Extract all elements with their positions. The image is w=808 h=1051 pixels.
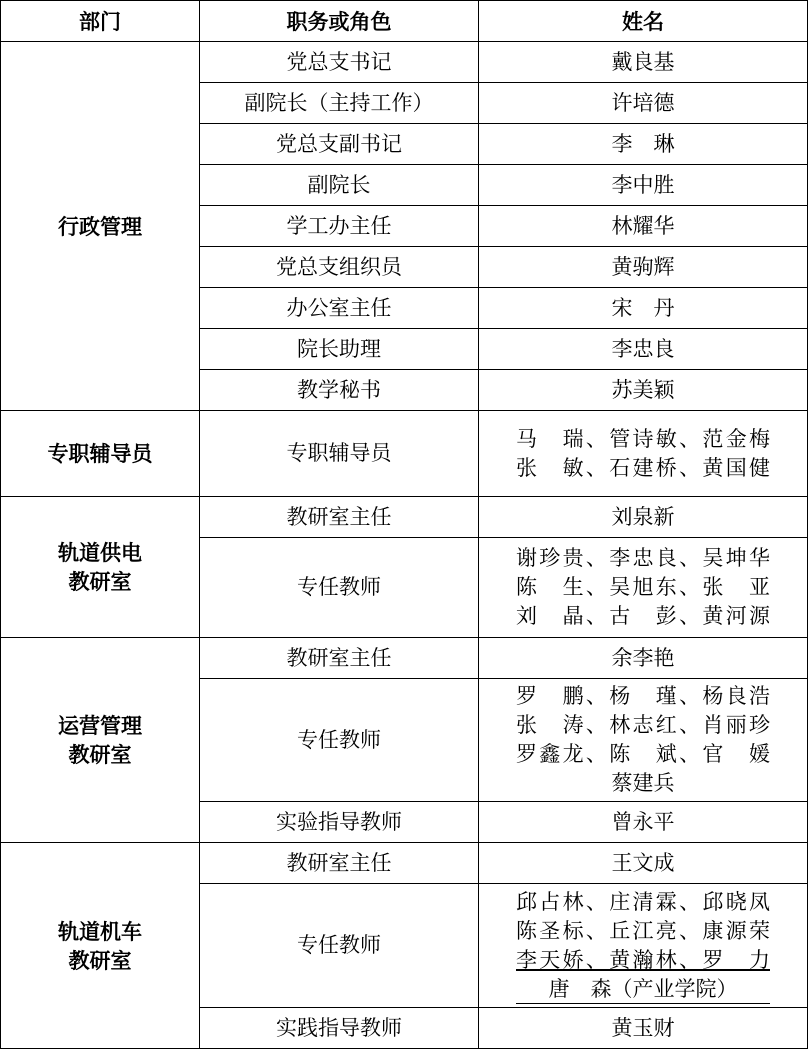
dept-line: 教研室	[68, 947, 132, 973]
table-row	[1, 411, 808, 497]
name-line: 唐 森（产业学院）	[516, 975, 770, 1004]
name-cell: 刘泉新	[479, 497, 808, 538]
role-cell: 专职辅导员	[200, 411, 479, 497]
dept-cell-admin: 行政管理	[1, 42, 200, 411]
header-name: 姓名	[479, 1, 808, 42]
table-row	[1, 843, 808, 884]
header-row	[1, 1, 808, 42]
name-line: 陈 生、吴旭东、张 亚	[516, 575, 770, 599]
role-cell: 实验指导教师	[200, 802, 479, 843]
name-cell: 宋 丹	[479, 288, 808, 329]
name-line: 马 瑞、管诗敏、范金梅	[516, 426, 770, 451]
dept-line: 轨道供电	[58, 540, 142, 565]
role-cell: 专任教师	[200, 679, 479, 802]
name-cell: 林耀华	[479, 206, 808, 247]
name-cell: 李中胜	[479, 165, 808, 206]
name-line: 张 敏、石建桥、黄国健	[516, 455, 770, 480]
name-list	[516, 544, 770, 631]
name-cell: 李忠良	[479, 329, 808, 370]
name-line: 邱占林、庄清霖、邱晓凤	[516, 889, 770, 914]
name-cell: 黄玉财	[479, 1008, 808, 1049]
name-cell	[479, 679, 808, 802]
dept-line: 轨道机车	[58, 918, 142, 944]
name-cell: 戴良基	[479, 42, 808, 83]
dept-cell-locomotive	[1, 843, 200, 1049]
header-dept: 部门	[1, 1, 200, 42]
table-row	[1, 638, 808, 679]
role-cell: 专任教师	[200, 538, 479, 638]
name-cell	[479, 884, 808, 1008]
role-cell: 教研室主任	[200, 638, 479, 679]
name-line: 罗鑫龙、陈 斌、官 媛	[516, 742, 770, 766]
name-line: 谢珍贵、李忠良、吴坤华	[516, 546, 770, 570]
dept-cell-power	[1, 497, 200, 638]
name-cell: 苏美颖	[479, 370, 808, 411]
role-cell: 副院长	[200, 165, 479, 206]
table-row	[1, 42, 808, 83]
name-line: 陈圣标、丘江亮、康源荣	[516, 918, 770, 943]
name-list	[516, 888, 770, 1004]
name-cell: 黄驹辉	[479, 247, 808, 288]
dept-line: 运营管理	[58, 713, 142, 738]
name-cell: 曾永平	[479, 802, 808, 843]
role-cell: 学工办主任	[200, 206, 479, 247]
role-cell: 院长助理	[200, 329, 479, 370]
table-row	[1, 497, 808, 538]
name-line: 刘 晶、古 彭、黄河源	[516, 604, 770, 628]
role-cell: 教研室主任	[200, 497, 479, 538]
name-cell: 许培德	[479, 83, 808, 124]
role-cell: 教研室主任	[200, 843, 479, 884]
role-cell: 副院长（主持工作）	[200, 83, 479, 124]
name-cell: 李 琳	[479, 124, 808, 165]
dept-label	[58, 538, 142, 596]
name-line: 蔡建兵	[611, 771, 675, 795]
name-cell	[479, 538, 808, 638]
role-cell: 专任教师	[200, 884, 479, 1008]
name-line: 张 涛、林志红、肖丽珍	[516, 713, 770, 737]
role-cell: 党总支副书记	[200, 124, 479, 165]
dept-line: 教研室	[68, 569, 132, 594]
name-line: 李天娇、黄瀚林、罗 力	[516, 947, 770, 972]
role-cell: 办公室主任	[200, 288, 479, 329]
name-line: 罗 鹏、杨 瑾、杨良浩	[516, 684, 770, 708]
dept-cell-counselor: 专职辅导员	[1, 411, 200, 497]
name-list	[516, 682, 770, 798]
role-cell: 实践指导教师	[200, 1008, 479, 1049]
dept-label	[58, 917, 142, 975]
header-role: 职务或角色	[200, 1, 479, 42]
name-cell: 王文成	[479, 843, 808, 884]
role-cell: 教学秘书	[200, 370, 479, 411]
dept-line: 教研室	[68, 742, 132, 767]
dept-cell-operations	[1, 638, 200, 843]
name-cell	[479, 411, 808, 497]
role-cell: 党总支书记	[200, 42, 479, 83]
name-list	[516, 425, 770, 483]
dept-label	[58, 711, 142, 769]
name-cell: 余李艳	[479, 638, 808, 679]
role-cell: 党总支组织员	[200, 247, 479, 288]
